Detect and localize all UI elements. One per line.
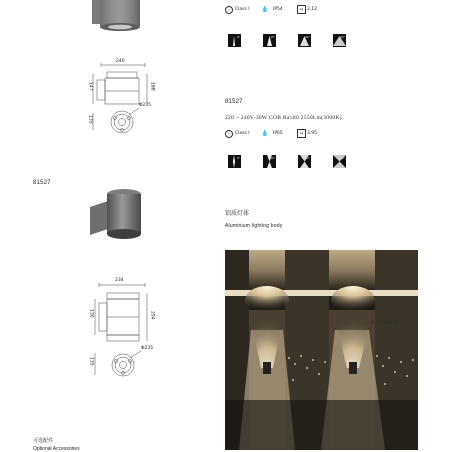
photo-sign-text: S O M E [371,320,400,326]
class-label: Class Ⅰ [235,7,250,12]
beam-icon-spot: 15° [263,34,276,47]
ground-symbol-icon: ⏚ [227,7,231,12]
left-model-number: 81527 [33,180,51,186]
dim-h2: 188 [149,82,155,91]
dim-h3: 135 [88,357,94,366]
footer-en: Optional Accessories [33,446,80,452]
dim-h2: 294 [149,311,155,320]
material-en: Aluminium lighting body [225,223,283,229]
weight-value: 2.12 [307,7,318,12]
water-drops-icon: 💧 [261,130,269,137]
section-spec-row [225,130,345,140]
beam-icon-spot-updown: 15° [263,155,276,168]
weight-icon: kg [297,5,306,14]
top-spec-row [225,6,345,16]
beam-icon-narrow-updown: 8° [228,155,241,168]
technical-drawing-top [85,60,165,142]
beam-icon-medium-updown: 30° [298,155,311,168]
dim-width: 240 [116,59,125,64]
application-photo [225,250,418,450]
dim-dia: Φ235 [141,346,154,351]
section-spec-line: 220 ~ 240V-30W COB Ra≥80 2550Lm(3000K) [225,115,342,121]
water-drops-icon: 💧 [261,6,269,13]
beam-icon-narrow: 8° [228,34,241,47]
beam-icon-medium: 30° [298,34,311,47]
material-cn: 铝质灯体 [225,210,250,217]
dim-width: 234 [115,278,124,283]
beam-icon-wide-updown: 60° [333,155,346,168]
dim-h1: 147 [87,82,93,91]
luminaire-top-photo [92,0,144,34]
ground-symbol-icon: ⏚ [227,131,231,136]
beam-icon-wide: 60° [333,34,346,47]
dim-h3: 135 [87,115,93,124]
weight-value: 3.95 [307,131,318,136]
dim-h1: 130 [88,309,94,318]
ip-rating: IP65 [273,131,283,136]
luminaire-middle-photo [88,185,150,247]
section-model-number: 81527 [225,99,243,105]
dim-dia: Φ235 [139,103,152,108]
class-label: Class Ⅰ [235,131,250,136]
ip-rating: IP54 [273,7,283,12]
footer-cn: 可选配件 [33,438,54,444]
weight-icon: kg [297,129,306,138]
technical-drawing-bottom [85,275,165,387]
